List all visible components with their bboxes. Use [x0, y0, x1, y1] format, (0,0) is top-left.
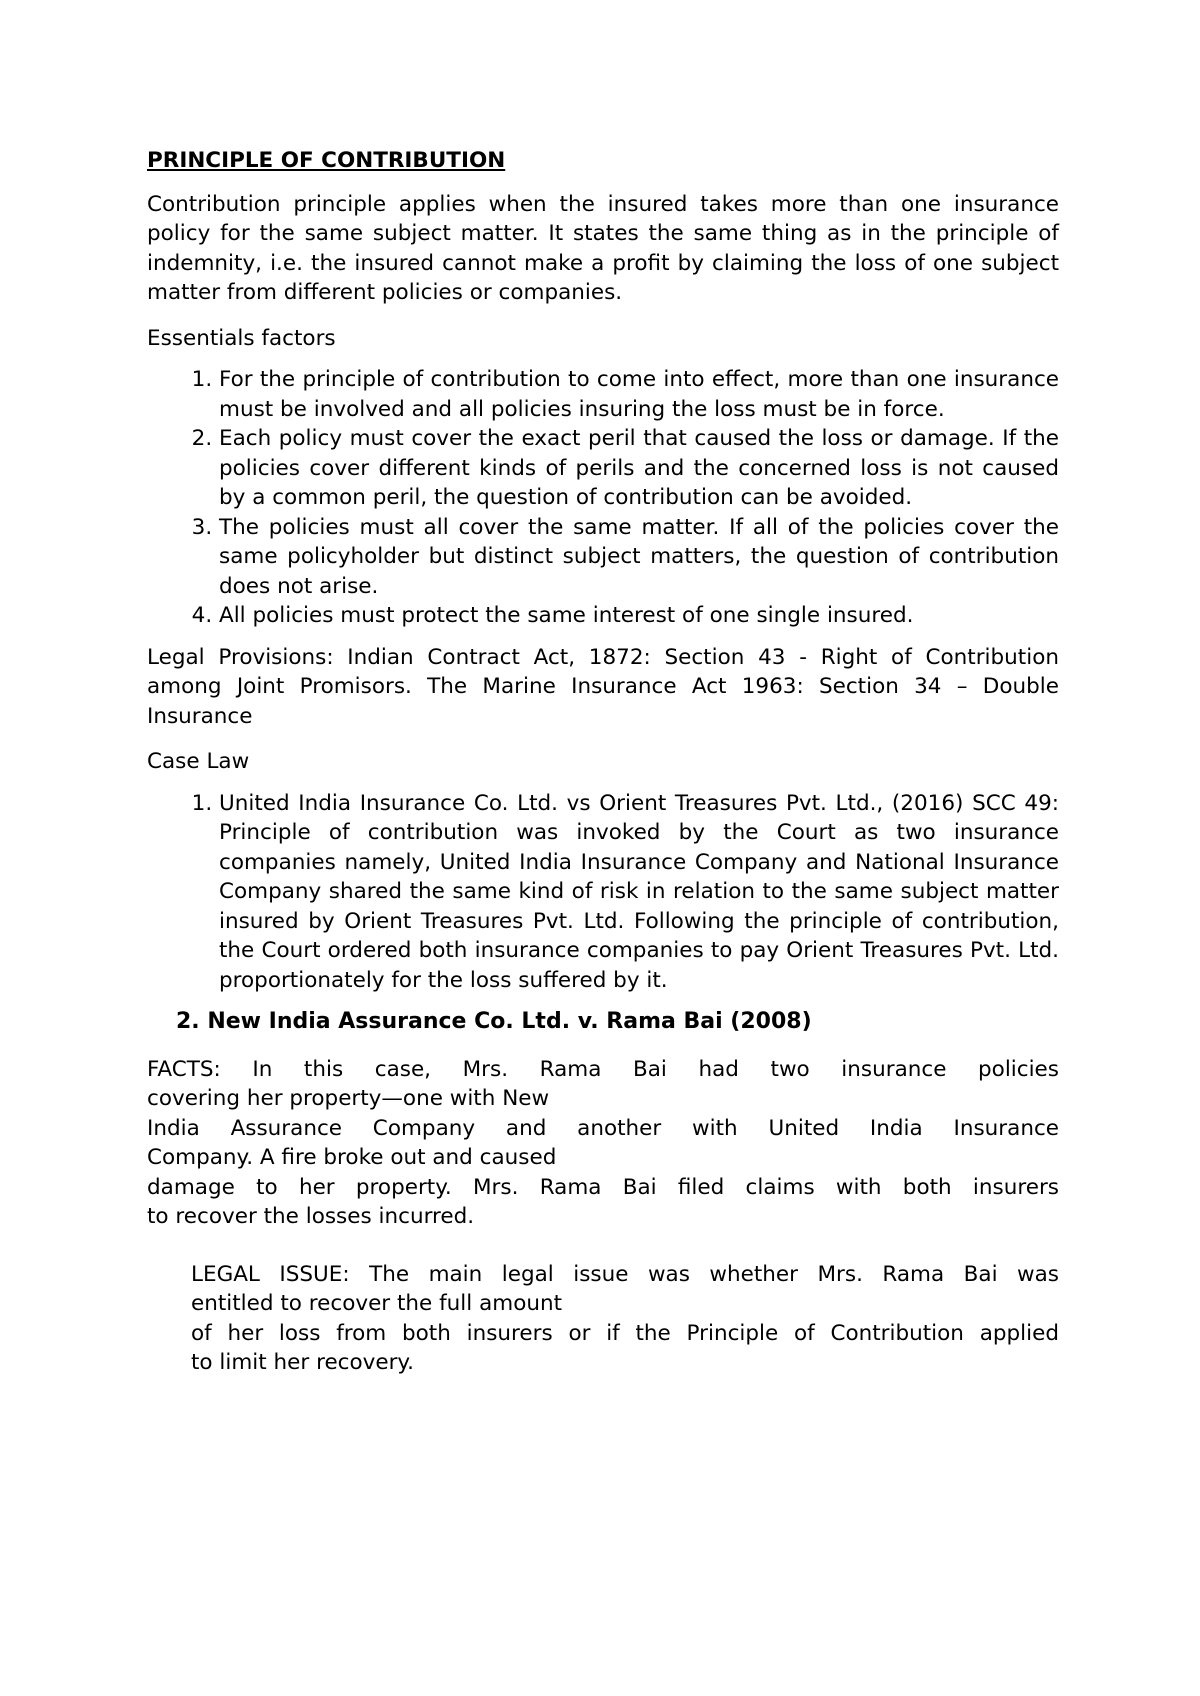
facts-line: Company. A fire broke out and caused	[147, 1145, 557, 1170]
essentials-list	[147, 365, 1059, 631]
facts-block	[147, 1055, 1059, 1232]
list-item: 4. All policies must protect the same interest of one single insured.	[219, 601, 1059, 631]
facts-line: FACTS: In this case, Mrs. Rama Bai had two insurance policies	[147, 1056, 1059, 1082]
list-item: 1. For the principle of contribution to come into effect, more than one insurance must be involved and all policies insuring the loss must be in force.	[219, 365, 1059, 424]
list-item: 3. The policies must all cover the same matter. If all of the policies cover the same policyholder but distinct subject matters, the question of contribution does not arise.	[219, 513, 1059, 602]
legal-issue-line: of her loss from both insurers or if the Principle of Contribution applied	[191, 1320, 1059, 1346]
legal-issue-line: LEGAL ISSUE: The main legal issue was whether Mrs. Rama Bai was	[191, 1261, 1059, 1287]
case2-title: 2. New India Assurance Co. Ltd. v. Rama Bai (2008)	[176, 1009, 812, 1034]
facts-line: damage to her property. Mrs. Rama Bai filed claims with both insurers	[147, 1174, 1059, 1200]
intro-paragraph: Contribution principle applies when the insured takes more than one insurance policy for the same subject matter. It states the same thing as in the principle of indemnity, i.e. the insured cannot make a profit by claiming the loss of one subject matter from different policies or companies.	[147, 191, 1059, 305]
facts-line: to recover the losses incurred.	[147, 1204, 475, 1229]
legal-provisions-paragraph: Legal Provisions: Indian Contract Act, 1872: Section 43 - Right of Contribution among Joint Promisors. The Marine Insurance Act 1963: Section 34 – Double Insurance	[147, 644, 1059, 729]
document-page	[147, 146, 1059, 1378]
list-item: 2. Each policy must cover the exact peril that caused the loss or damage. If the policies cover different kinds of perils and the concerned loss is not caused by a common peril, the question of contribution can be avoided.	[219, 424, 1059, 513]
facts-line: covering her property—one with New	[147, 1086, 550, 1111]
case-law-list	[147, 789, 1059, 996]
legal-issue-line: to limit her recovery.	[191, 1350, 414, 1375]
legal-issue-line: entitled to recover the full amount	[191, 1291, 563, 1316]
case-law-heading: Case Law	[147, 749, 250, 774]
document-title: PRINCIPLE OF CONTRIBUTION	[147, 148, 506, 173]
facts-line: India Assurance Company and another with United India Insurance	[147, 1115, 1059, 1141]
list-item: 1. United India Insurance Co. Ltd. vs Orient Treasures Pvt. Ltd., (2016) SCC 49: Principle of contribution was invoked by the Court as two insurance companies namely, United India Insurance Company and National Insurance Company shared the same kind of risk in relation to the same subject matter insured by Orient Treasures Pvt. Ltd. Following the principle of contribution, the Court ordered both insurance companies to pay Orient Treasures Pvt. Ltd. proportionately for the loss suffered by it.	[219, 789, 1059, 996]
essentials-heading: Essentials factors	[147, 325, 336, 351]
legal-issue-block	[191, 1260, 1059, 1378]
